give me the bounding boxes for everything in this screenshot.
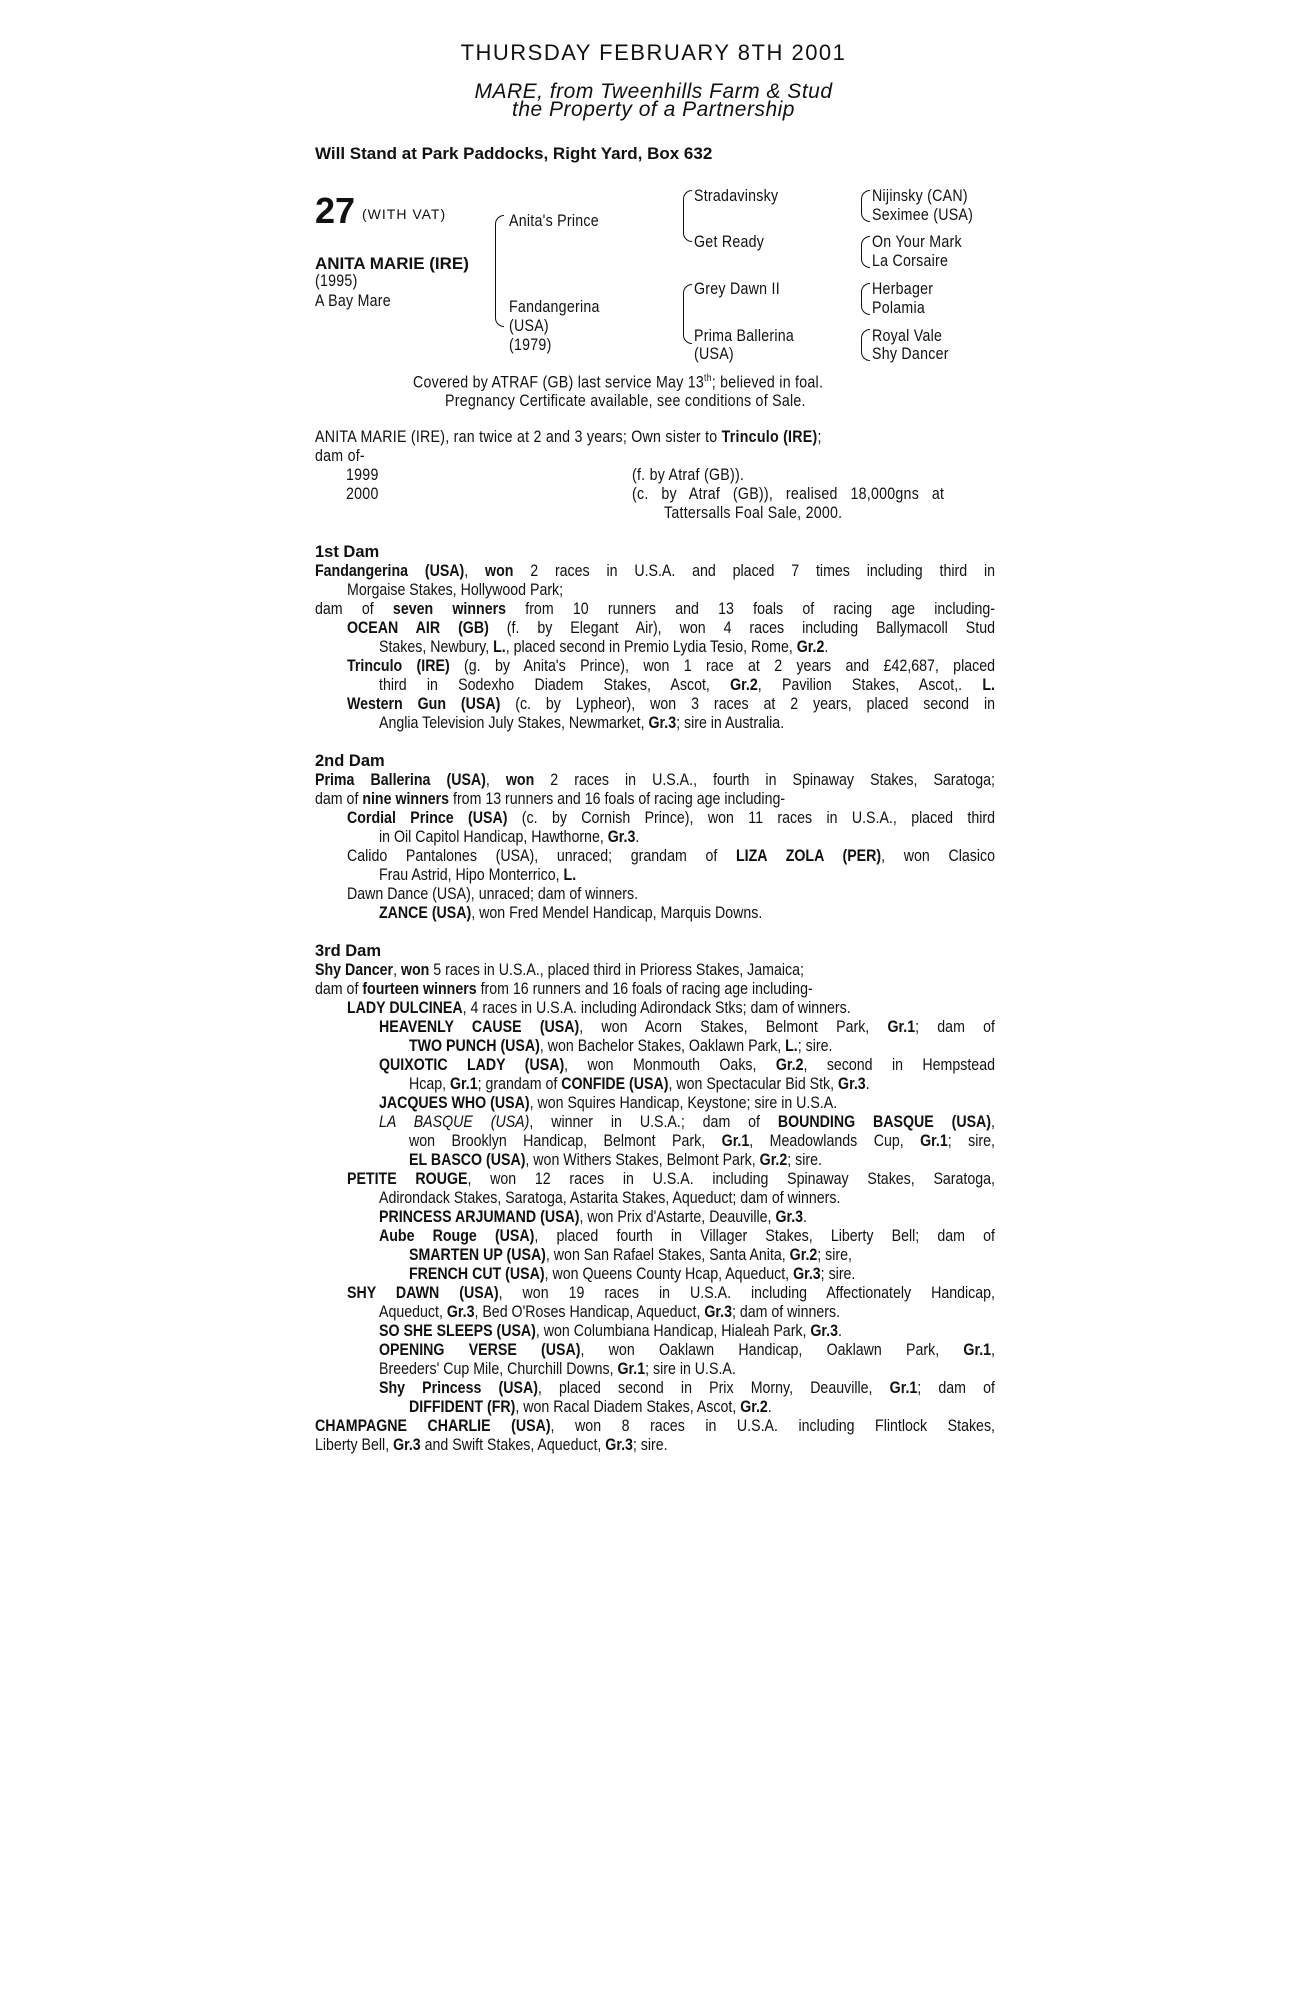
text-segment: won xyxy=(400,961,430,979)
text-segment: Prima Ballerina (USA) xyxy=(315,771,486,789)
sale-date: THURSDAY FEBRUARY 8TH 2001 xyxy=(460,40,847,65)
pedigree-gen3-4: La Corsaire xyxy=(872,252,949,270)
pedigree-dam-sire: Grey Dawn II xyxy=(694,280,780,298)
text-segment: Gr.2 xyxy=(740,1398,768,1416)
text-segment: Gr.3 xyxy=(393,1436,421,1454)
text-segment: Gr.2 xyxy=(789,1246,818,1264)
text-segment: Adirondack Stakes, Saratoga, Astarita Stakes, Aqueduct; dam of winners. xyxy=(379,1189,841,1207)
text-segment: , 4 races in U.S.A. including Adirondack Stks; dam of winners. xyxy=(462,999,851,1017)
text-segment: third in Sodexho Diadem Stakes, Ascot, xyxy=(379,676,731,694)
text-segment: (c. by Lypheor), won 3 races at 2 years, placed second in xyxy=(500,695,995,713)
text-segment: JACQUES WHO (USA) xyxy=(379,1094,530,1112)
text-segment: , won Queens County Hcap, Aqueduct, xyxy=(544,1265,794,1283)
text-segment: PETITE ROUGE xyxy=(347,1170,468,1188)
dam1-line xyxy=(315,581,995,600)
horse-description: A Bay Mare xyxy=(315,292,391,310)
dam3-line xyxy=(315,1246,995,1265)
text-segment: Western Gun (USA) xyxy=(347,695,501,713)
text-segment: L. xyxy=(493,638,506,656)
text-segment: , won Fred Mendel Handicap, Marquis Downs. xyxy=(471,904,763,922)
text-segment: OCEAN AIR (GB) xyxy=(347,619,489,637)
text-segment: , xyxy=(991,1113,995,1131)
text-segment: PRINCESS ARJUMAND (USA) xyxy=(379,1208,580,1226)
text-segment: fourteen winners xyxy=(362,980,477,998)
pedigree-dam-dam-line2: (USA) xyxy=(694,345,734,363)
text-segment: dam of xyxy=(315,980,363,998)
text-segment: SMARTEN UP (USA) xyxy=(409,1246,546,1264)
text-segment: nine winners xyxy=(362,790,450,808)
stand-location: Will Stand at Park Paddocks, Right Yard, Box 632 xyxy=(315,144,713,163)
dam3-line xyxy=(315,980,995,999)
pedigree-gen3-3: On Your Mark xyxy=(872,233,962,251)
text-segment: Gr.2 xyxy=(796,638,825,656)
text-segment: , xyxy=(991,1341,995,1359)
text-segment: and Swift Stakes, Aqueduct, xyxy=(420,1436,606,1454)
text-segment: dam of xyxy=(315,790,363,808)
text-segment: Cordial Prince (USA) xyxy=(347,809,508,827)
pedigree-dam-line3: (1979) xyxy=(509,336,552,354)
third-dam-section xyxy=(315,942,995,1455)
text-segment: won Brooklyn Handicap, Belmont Park, xyxy=(409,1132,722,1150)
vendor-line-2: the Property of a Partnership xyxy=(512,98,795,121)
dam2-heading: 2nd Dam xyxy=(315,752,385,770)
produce-2000-detail-2: Tattersalls Foal Sale, 2000. xyxy=(664,504,843,522)
text-segment: (g. by Anita's Prince), won 1 race at 2 years and £42,687, placed xyxy=(449,657,995,675)
text-segment: Gr.3 xyxy=(446,1303,475,1321)
dam3-line xyxy=(315,1094,995,1113)
produce-year-1999: 1999 xyxy=(346,466,379,484)
text-segment: . xyxy=(824,638,829,656)
text-segment: OPENING VERSE (USA) xyxy=(379,1341,581,1359)
covered-line-1: Covered by ATRAF (GB) last service May 13th; believed in foal. xyxy=(413,373,824,392)
produce-line-1: ANITA MARIE (IRE), ran twice at 2 and 3 years; Own sister to Trinculo (IRE); xyxy=(315,428,822,446)
text-segment: DIFFIDENT (FR) xyxy=(409,1398,516,1416)
pedigree-brace-sire xyxy=(683,190,692,242)
text-segment: , won 19 races in U.S.A. including Affectionately Handicap, xyxy=(498,1284,995,1302)
text-segment: SO SHE SLEEPS (USA) xyxy=(379,1322,536,1340)
text-segment: Gr.1 xyxy=(721,1132,750,1150)
text-segment: seven winners xyxy=(392,600,507,618)
text-segment: Stakes, Newbury, xyxy=(379,638,494,656)
dam3-line xyxy=(315,1379,995,1398)
dam3-line xyxy=(315,961,995,980)
text-segment: ; sire. xyxy=(632,1436,668,1454)
text-segment: ; sire in Australia. xyxy=(676,714,785,732)
text-segment: Gr.1 xyxy=(963,1341,992,1359)
text-segment: Gr.3 xyxy=(793,1265,821,1283)
pedigree-brace-dam xyxy=(683,284,692,344)
dam2-line xyxy=(315,771,995,790)
text-segment: (f. by Elegant Air), won 4 races including Ballymacoll Stud xyxy=(488,619,995,637)
dam3-line xyxy=(315,1113,995,1132)
text-segment: ; sire. xyxy=(787,1151,822,1169)
dam2-line xyxy=(315,904,995,923)
text-segment: 2 races in U.S.A. and placed 7 times including third in xyxy=(513,562,995,580)
text-segment: from 13 runners and 16 foals of racing age including- xyxy=(449,790,786,808)
pedigree-gen3-5: Herbager xyxy=(872,280,934,298)
text-segment: CHAMPAGNE CHARLIE (USA) xyxy=(315,1417,551,1435)
pedigree-brace-sd xyxy=(861,236,870,268)
text-segment: 2 races in U.S.A., fourth in Spinaway Stakes, Saratoga; xyxy=(534,771,995,789)
text-segment: , won Monmouth Oaks, xyxy=(564,1056,776,1074)
text-segment: , placed second in Prix Morny, Deauville, xyxy=(537,1379,890,1397)
text-segment: ; sire. xyxy=(797,1037,833,1055)
dam2-line xyxy=(315,885,995,904)
dam1-line xyxy=(315,600,995,619)
text-segment: , won Squires Handicap, Keystone; sire in U.S.A. xyxy=(529,1094,838,1112)
text-segment: BOUNDING BASQUE (USA) xyxy=(777,1113,992,1131)
dam1-line xyxy=(315,638,995,657)
text-segment: , won 8 races in U.S.A. including Flintlock Stakes, xyxy=(550,1417,995,1435)
dam2-line xyxy=(315,790,995,809)
dam1-line xyxy=(315,714,995,733)
text-segment: , xyxy=(464,562,486,580)
pedigree-gen3-1: Nijinsky (CAN) xyxy=(872,187,968,205)
text-segment: Morgaise Stakes, Hollywood Park; xyxy=(347,581,564,599)
pedigree-gen3-2: Seximee (USA) xyxy=(872,206,974,224)
produce-2000-detail: (c. by Atraf (GB)), realised 18,000gns at xyxy=(632,485,945,503)
pedigree-dam-dam-line1: Prima Ballerina xyxy=(694,327,795,345)
first-dam-section xyxy=(315,543,995,733)
text-segment: , xyxy=(485,771,506,789)
text-segment: Gr.2 xyxy=(759,1151,788,1169)
dam2-line xyxy=(315,828,995,847)
text-segment: Gr.1 xyxy=(617,1360,646,1378)
text-segment: , won Withers Stakes, Belmont Park, xyxy=(525,1151,760,1169)
text-segment: ; sire, xyxy=(817,1246,852,1264)
text-segment: 5 races in U.S.A., placed third in Prioress Stakes, Jamaica; xyxy=(429,961,804,979)
text-segment: ; sire, xyxy=(947,1132,995,1150)
text-segment: , xyxy=(393,961,401,979)
pedigree-brace-ds xyxy=(861,283,870,315)
text-segment: Gr.2 xyxy=(730,676,758,694)
text-segment: Gr.1 xyxy=(450,1075,478,1093)
text-segment: ; dam of xyxy=(915,1018,995,1036)
text-segment: , won Spectacular Bid Stk, xyxy=(668,1075,839,1093)
dam3-line xyxy=(315,1341,995,1360)
text-segment: Frau Astrid, Hipo Monterrico, xyxy=(379,866,564,884)
text-segment: Gr.3 xyxy=(838,1075,866,1093)
text-segment: , won 12 races in U.S.A. including Spinaway Stakes, Saratoga, xyxy=(467,1170,995,1188)
text-segment: , won San Rafael Stakes, Santa Anita, xyxy=(545,1246,790,1264)
dam3-line xyxy=(315,1303,995,1322)
text-segment: EL BASCO (USA) xyxy=(409,1151,526,1169)
text-segment: Gr.3 xyxy=(605,1436,633,1454)
horse-name: ANITA MARIE (IRE) xyxy=(315,254,469,273)
text-segment: TWO PUNCH (USA) xyxy=(409,1037,540,1055)
text-segment: . xyxy=(767,1398,772,1416)
text-segment: QUIXOTIC LADY (USA) xyxy=(379,1056,565,1074)
produce-1999-detail: (f. by Atraf (GB)). xyxy=(632,466,745,484)
text-segment: , won Bachelor Stakes, Oaklawn Park, xyxy=(539,1037,786,1055)
dam3-line xyxy=(315,1056,995,1075)
text-segment: ZANCE (USA) xyxy=(379,904,472,922)
dam3-line xyxy=(315,1132,995,1151)
text-segment: , won Prix d'Astarte, Deauville, xyxy=(579,1208,776,1226)
pedigree-brace-dd xyxy=(861,329,870,361)
dam1-heading: 1st Dam xyxy=(315,543,380,561)
text-segment: SHY DAWN (USA) xyxy=(347,1284,499,1302)
dam3-line xyxy=(315,1436,995,1455)
dam3-line xyxy=(315,1075,995,1094)
dam1-line xyxy=(315,676,995,695)
text-segment: LIZA ZOLA (PER) xyxy=(736,847,882,865)
pedigree-gen3-6: Polamia xyxy=(872,299,926,317)
dam3-line xyxy=(315,1265,995,1284)
text-segment: Hcap, xyxy=(409,1075,451,1093)
text-segment: Gr.3 xyxy=(775,1208,804,1226)
text-segment: Shy Dancer xyxy=(315,961,394,979)
dam3-line xyxy=(315,1151,995,1170)
second-dam-section xyxy=(315,752,995,923)
dam3-line xyxy=(315,1398,995,1417)
text-segment: L. xyxy=(563,866,577,884)
text-segment: Fandangerina (USA) xyxy=(315,562,465,580)
text-segment: Gr.2 xyxy=(775,1056,804,1074)
lot-number: 27 xyxy=(315,190,356,231)
text-segment: , won Columbiana Handicap, Hialeah Park, xyxy=(535,1322,811,1340)
pedigree-gen3-7: Royal Vale xyxy=(872,327,943,345)
dam2-line xyxy=(315,847,995,866)
text-segment: HEAVENLY CAUSE (USA) xyxy=(379,1018,580,1036)
dam3-line xyxy=(315,1189,995,1208)
dam3-line xyxy=(315,1227,995,1246)
text-segment: from 16 runners and 16 foals of racing age including- xyxy=(476,980,813,998)
dam3-line xyxy=(315,999,995,1018)
dam1-line xyxy=(315,695,995,714)
vat-note: (WITH VAT) xyxy=(362,206,447,222)
pedigree-dam-line2: (USA) xyxy=(509,317,549,335)
dam3-line xyxy=(315,1170,995,1189)
text-segment: , placed second in Premio Lydia Tesio, Rome, xyxy=(505,638,797,656)
text-segment: . xyxy=(838,1322,842,1340)
text-segment: , won Oaklawn Handicap, Oaklawn Park, xyxy=(580,1341,964,1359)
dam1-line xyxy=(315,562,995,581)
text-segment: Breeders' Cup Mile, Churchill Downs, xyxy=(379,1360,618,1378)
dam3-line xyxy=(315,1037,995,1056)
pedigree-gen3-8: Shy Dancer xyxy=(872,345,949,363)
text-segment: , winner in U.S.A.; dam of xyxy=(529,1113,778,1131)
text-segment: from 10 runners and 13 foals of racing age including- xyxy=(506,600,995,618)
dam3-line xyxy=(315,1284,995,1303)
text-segment: . xyxy=(635,828,640,846)
text-segment: Gr.1 xyxy=(887,1018,916,1036)
text-segment: (c. by Cornish Prince), won 11 races in U.S.A., placed third xyxy=(507,809,995,827)
text-segment: LA BASQUE (USA) xyxy=(379,1113,530,1131)
text-segment: won xyxy=(485,562,514,580)
dam2-line xyxy=(315,809,995,828)
text-segment: Anglia Television July Stakes, Newmarket, xyxy=(379,714,649,732)
text-segment: , won Racal Diadem Stakes, Ascot, xyxy=(515,1398,741,1416)
text-segment: , won Clasico xyxy=(881,847,995,865)
dam1-line xyxy=(315,657,995,676)
text-segment: in Oil Capitol Handicap, Hawthorne, xyxy=(379,828,608,846)
text-segment: Trinculo (IRE) xyxy=(347,657,450,675)
text-segment: , placed fourth in Villager Stakes, Liberty Bell; dam of xyxy=(534,1227,995,1245)
dam3-line xyxy=(315,1208,995,1227)
pedigree-brace-ss xyxy=(861,190,870,222)
produce-year-2000: 2000 xyxy=(346,485,379,503)
text-segment: ; sire. xyxy=(820,1265,856,1283)
text-segment: Shy Princess (USA) xyxy=(379,1379,538,1397)
dam2-line xyxy=(315,866,995,885)
text-segment: Dawn Dance (USA), unraced; dam of winners. xyxy=(347,885,639,903)
text-segment: Liberty Bell, xyxy=(315,1436,394,1454)
text-segment: , Pavilion Stakes, Ascot,. xyxy=(757,676,983,694)
text-segment: ; sire in U.S.A. xyxy=(645,1360,736,1378)
text-segment: L. xyxy=(785,1037,798,1055)
vendor-line-1: MARE, from Tweenhills Farm & Stud xyxy=(474,80,833,103)
text-segment: won xyxy=(505,771,535,789)
text-segment: ; dam of xyxy=(917,1379,995,1397)
pedigree-brace-gen1 xyxy=(495,215,504,327)
dam3-heading: 3rd Dam xyxy=(315,942,382,960)
pedigree-sire-dam: Get Ready xyxy=(694,233,765,251)
dam1-line xyxy=(315,619,995,638)
dam3-line xyxy=(315,1322,995,1341)
produce-line-2: dam of- xyxy=(315,447,365,465)
horse-year: (1995) xyxy=(315,272,358,290)
text-segment: Aqueduct, xyxy=(379,1303,447,1321)
text-segment: dam of xyxy=(315,600,393,618)
text-segment: , won Acorn Stakes, Belmont Park, xyxy=(579,1018,888,1036)
text-segment: L. xyxy=(982,676,995,694)
text-segment: Gr.1 xyxy=(889,1379,918,1397)
text-segment: Gr.3 xyxy=(607,828,636,846)
text-segment: . xyxy=(865,1075,870,1093)
text-segment: LADY DULCINEA xyxy=(347,999,463,1017)
pedigree-sire: Anita's Prince xyxy=(509,212,599,230)
text-segment: Gr.3 xyxy=(810,1322,839,1340)
text-segment: , Meadowlands Cup, xyxy=(749,1132,921,1150)
pedigree-dam-line1: Fandangerina xyxy=(509,298,600,316)
covered-line-2: Pregnancy Certificate available, see conditions of Sale. xyxy=(445,392,806,410)
text-segment: FRENCH CUT (USA) xyxy=(409,1265,545,1283)
text-segment: CONFIDE (USA) xyxy=(561,1075,669,1093)
text-segment: Gr.1 xyxy=(920,1132,948,1150)
text-segment: ; grandam of xyxy=(477,1075,562,1093)
text-segment: Gr.3 xyxy=(648,714,677,732)
text-segment: ; dam of winners. xyxy=(731,1303,841,1321)
dam3-line xyxy=(315,1018,995,1037)
text-segment: Aube Rouge (USA) xyxy=(379,1227,535,1245)
text-segment: Calido Pantalones (USA), unraced; grandam of xyxy=(347,847,737,865)
text-segment: . xyxy=(803,1208,808,1226)
text-segment: , second in Hempstead xyxy=(803,1056,995,1074)
dam3-line xyxy=(315,1417,995,1436)
pedigree-sire-sire: Stradavinsky xyxy=(694,187,779,205)
text-segment: , Bed O'Roses Handicap, Aqueduct, xyxy=(474,1303,705,1321)
text-segment: Gr.3 xyxy=(704,1303,732,1321)
dam3-line xyxy=(315,1360,995,1379)
